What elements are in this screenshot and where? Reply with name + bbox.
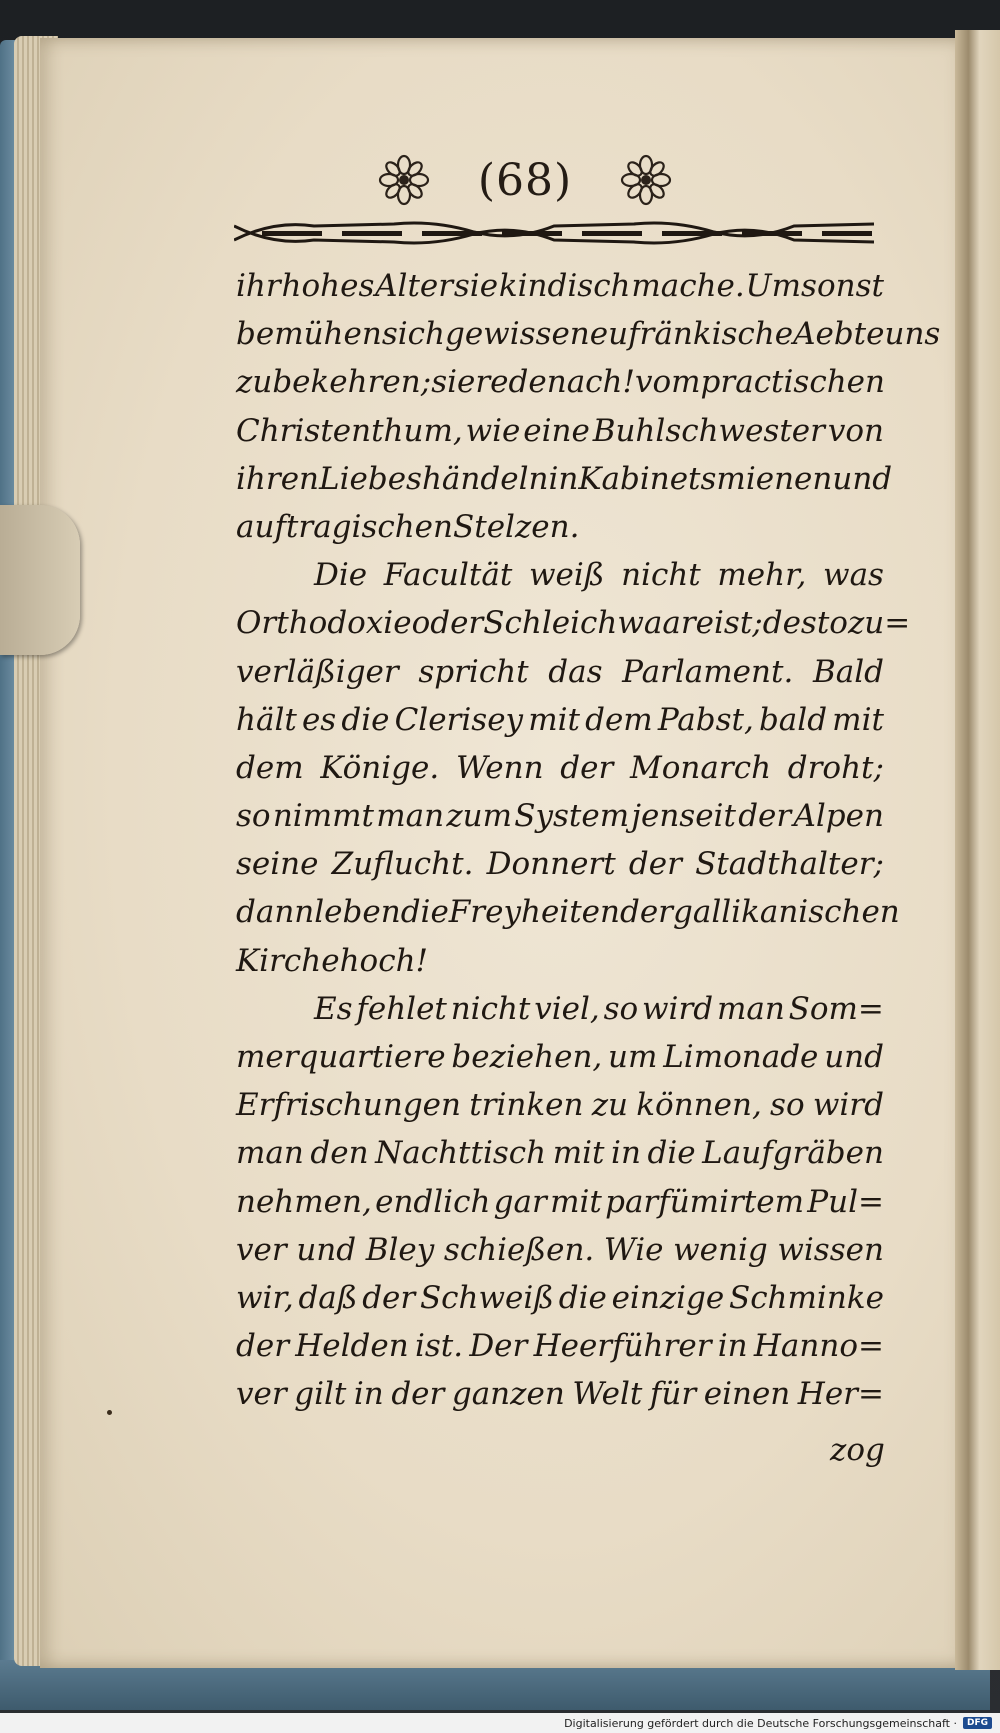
body-text: [236, 262, 941, 1419]
text-line: man den Nachttisch mit in die Laufgräben: [236, 1135, 884, 1172]
text-line: Christenthum, wie eine Buhlschwester von: [236, 412, 884, 449]
text-line: Orthodoxie oder Schleichwaare ist; desto zu=: [236, 605, 911, 642]
rosette-icon: [378, 154, 430, 206]
interlace-rule-icon: [234, 218, 884, 248]
text-line: ver und Bley schießen. Wie wenig wissen: [236, 1231, 884, 1268]
page-tab: [0, 505, 80, 655]
rosette-icon: [620, 154, 672, 206]
text-line: auf tragischen Stelzen.: [236, 508, 580, 545]
text-line: nehmen, endlich gar mit parfümirtem Pul=: [236, 1183, 884, 1220]
text-line: zu bekehren; sie reden ach! vom practischen: [236, 364, 885, 401]
page-header: [230, 145, 820, 215]
text-line: Erfrischungen trinken zu können, so wird: [236, 1087, 884, 1124]
text-line: verläßiger spricht das Parlament. Bald: [236, 653, 884, 690]
catchword: zog: [830, 1432, 885, 1468]
text-line: bemühen sich gewisse neufränkische Aebte uns: [236, 316, 941, 353]
digitization-footer: [0, 1713, 1000, 1733]
text-line: dann leben die Freyheiten der gallikanischen: [236, 894, 900, 931]
text-line: wir, daß der Schweiß die einzige Schminke: [236, 1279, 884, 1316]
text-line: so nimmt man zum System jenseit der Alpen: [236, 798, 884, 835]
text-line: Die Facultät weiß nicht mehr, was: [314, 557, 884, 594]
text-line: merquartiere beziehen, um Limonade und: [236, 1039, 884, 1075]
text-line: ihr hohes Alter sie kindisch mache. Umsonst: [236, 268, 884, 304]
page-number: (68): [477, 154, 573, 206]
text-line: der Helden ist. Der Heerführer in Hanno=: [236, 1328, 884, 1365]
text-line: ver gilt in der ganzen Welt für einen Her=: [236, 1376, 884, 1413]
text-line: ihren Liebeshändeln in Kabinetsmienen und: [236, 460, 893, 497]
book-gutter: [955, 30, 1000, 1670]
ink-speck: [107, 1410, 112, 1415]
footer-credit: Digitalisierung gefördert durch die Deutsche Forschungsgemeinschaft ·: [564, 1716, 957, 1730]
text-line: hält es die Clerisey mit dem Pabst, bald mit: [236, 701, 884, 738]
text-line: dem Könige. Wenn der Monarch droht;: [236, 749, 884, 786]
dfg-logo: DFG: [963, 1717, 992, 1729]
text-line: seine Zuflucht. Donnert der Stadthalter;: [236, 846, 884, 883]
text-line: Es fehlet nicht viel, so wird man Som=: [314, 990, 884, 1027]
text-line: Kirche hoch!: [236, 942, 428, 979]
